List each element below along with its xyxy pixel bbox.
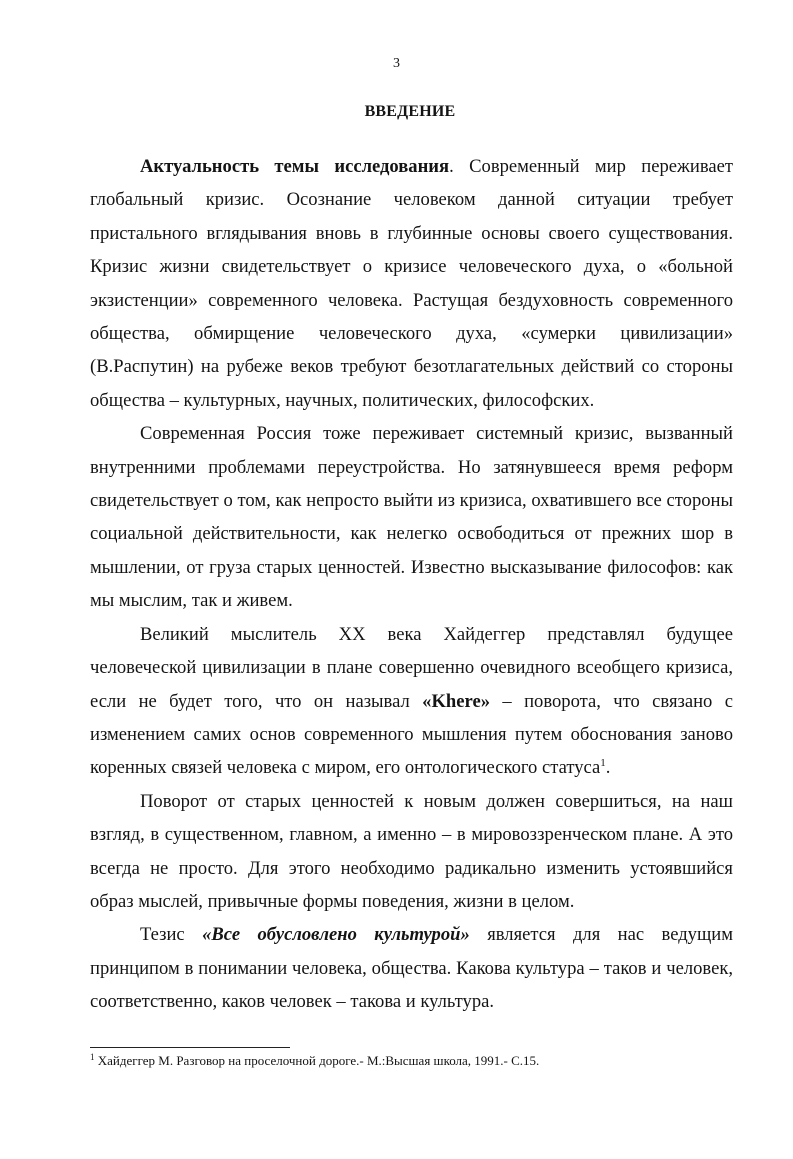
thesis-text-before: Тезис (140, 924, 203, 946)
paragraph-russia (90, 417, 733, 617)
relevance-lead: Актуальность темы исследования (140, 156, 450, 177)
page-number: 3 (393, 56, 400, 71)
footnote-reference: 1 (600, 757, 606, 770)
section-title: ВВЕДЕНИЕ (364, 103, 456, 120)
paragraph-relevance (90, 150, 733, 417)
paragraph-heidegger (90, 618, 733, 785)
paragraph-thesis (90, 918, 733, 1018)
footnote (90, 1052, 730, 1070)
russia-text: Современная Россия тоже переживает системный кризис, вызванный внутренними проблемами переустройства. Но затянувшееся время реформ свидетельствует о том, как непросто выйти из кризиса, охватившего все стороны социальной действительности, как нелегко освободиться от прежних шор в мышлении, от груза старых ценностей. Известно высказывание философов: как мы мыслим, так и живем. (90, 423, 733, 612)
heidegger-text-after: – поворота, что связано с изменением самих основ современного мышления путем обоснования заново коренных связей человека с миром, его онтологического статуса (90, 690, 733, 779)
khere-emphasis: «Khere» (422, 690, 490, 712)
footnote-marker: 1 (90, 1052, 95, 1062)
footnote-divider (90, 1047, 290, 1048)
heidegger-text-before: Великий мыслитель XX века Хайдеггер представлял будущее человеческой цивилизации в плане совершенно очевидного всеобщего кризиса, если не будет того, что он называл (90, 623, 733, 712)
relevance-text: . Современный мир переживает глобальный кризис. Осознание человеком данной ситуации требует пристального вглядывания вновь в глубинные основы своего существования. Кризис жизни свидетельствует о кризисе человеческого духа, о «больной экзистенции» современного человека. Растущая бездуховность современного общества, обмирщение человеческого духа, «сумерки цивилизации» (В.Распутин) на рубеже веков требуют безотлагательных действий со стороны общества – культурных, научных, политических, философских. (90, 156, 734, 411)
paragraph-turn (90, 785, 733, 919)
turn-text: Поворот от старых ценностей к новым должен совершиться, на наш взгляд, в существенном, главном, а именно – в мировоззренческом плане. А это всегда не просто. Для этого необходимо радикально изменить устоявшийся образ мыслей, привычные формы поведения, жизни в целом. (90, 790, 733, 912)
heidegger-text-end: . (605, 757, 611, 779)
thesis-text-after: является для нас ведущим принципом в понимании человека, общества. Какова культура – таков и человек, соответственно, каков человек – такова и культура. (90, 924, 734, 1013)
body-text (90, 150, 733, 1019)
thesis-emphasis: «Все обусловлено культурой» (202, 924, 470, 946)
footnote-text: Хайдеггер М. Разговор на проселочной дороге.- М.:Высшая школа, 1991.- С.15. (94, 1053, 540, 1068)
